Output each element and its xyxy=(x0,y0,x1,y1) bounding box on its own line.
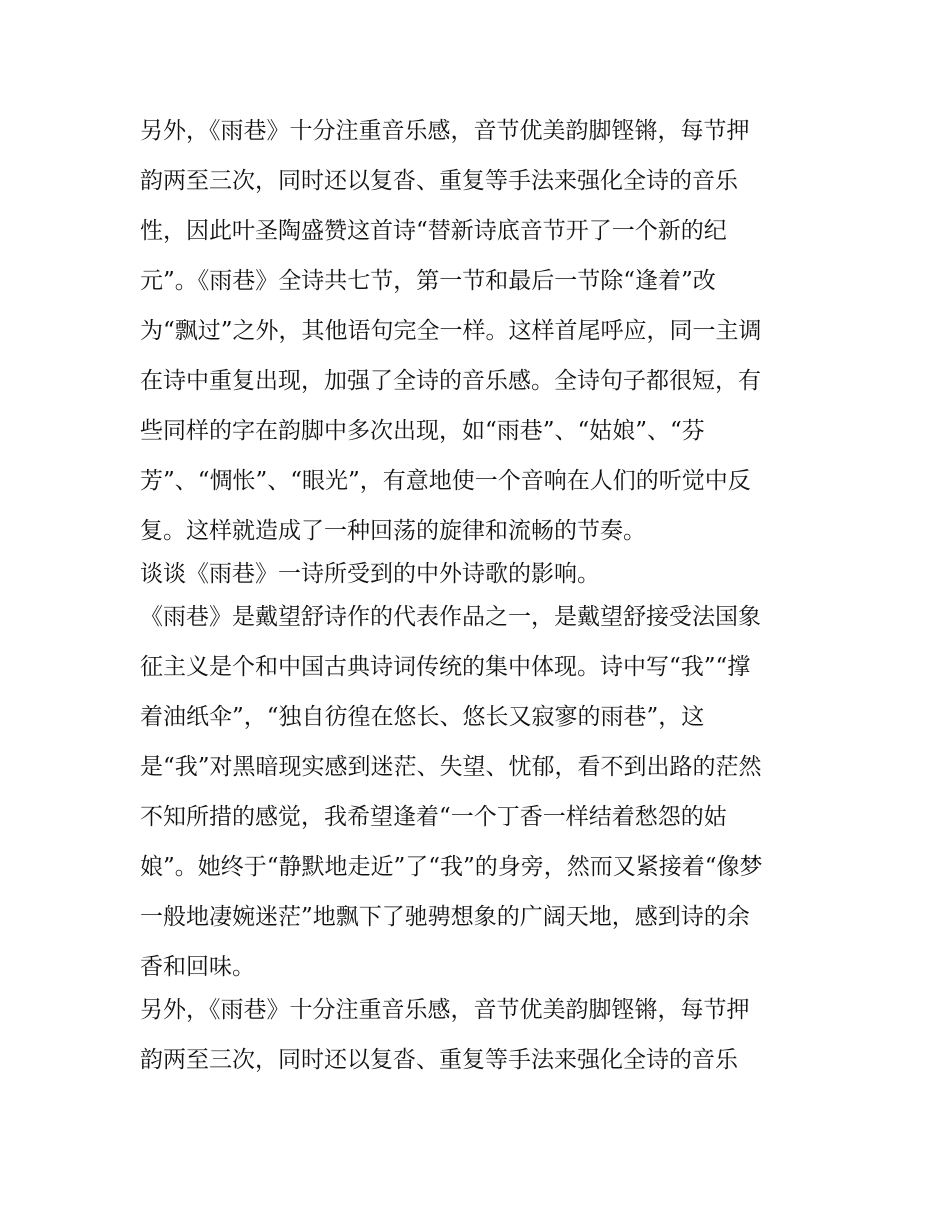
text-line: 性，因此叶圣陶盛赞这首诗“替新诗底音节开了一个新的纪 xyxy=(140,218,727,244)
text-line: 在诗中重复出现，加强了全诗的音乐感。全诗句子都很短，有 xyxy=(140,368,761,394)
text-line: 复。这样就造成了一种回荡的旋律和流畅的节奏。 xyxy=(140,518,646,544)
text-line: 征主义是个和中国古典诗词传统的集中体现。诗中写“我”“撑 xyxy=(140,654,751,680)
text-line: 着油纸伞”，“独自彷徨在悠长、悠长又寂寥的雨巷”，这 xyxy=(140,704,705,730)
text-line: 另外，《雨巷》十分注重音乐感，音节优美韵脚铿锵，每节押 xyxy=(140,997,750,1023)
text-line: 另外，《雨巷》十分注重音乐感，音节优美韵脚铿锵，每节押 xyxy=(140,118,750,144)
text-line: 是“我”对黑暗现实感到迷茫、失望、忧郁，看不到出路的茫然 xyxy=(140,754,762,780)
text-line: 香和回味。 xyxy=(140,954,255,980)
body-text xyxy=(140,106,820,1085)
text-line: 些同样的字在韵脚中多次出现，如“雨巷”、“姑娘”、“芬 xyxy=(140,418,705,444)
text-line: 一般地凄婉迷茫”地飘下了驰骋想象的广阔天地，感到诗的余 xyxy=(140,904,750,930)
text-line: 娘”。她终于“静默地走近”了“我”的身旁，然而又紧接着“像梦 xyxy=(140,854,763,880)
text-line: 芳”、“惆怅”、“眼光”，有意地使一个音响在人们的听觉中反 xyxy=(140,468,751,494)
text-line: 谈谈《雨巷》一诗所受到的中外诗歌的影响。 xyxy=(140,561,600,587)
text-line: 元”。《雨巷》全诗共七节，第一节和最后一节除“逢着”改 xyxy=(140,268,716,294)
text-line: 韵两至三次，同时还以复沓、重复等手法来强化全诗的音乐 xyxy=(140,1047,738,1073)
text-line: 不知所措的感觉，我希望逢着“一个丁香一样结着愁怨的姑 xyxy=(140,804,727,830)
text-line: 《雨巷》是戴望舒诗作的代表作品之一，是戴望舒接受法国象 xyxy=(140,604,761,630)
text-line: 韵两至三次，同时还以复沓、重复等手法来强化全诗的音乐 xyxy=(140,168,738,194)
text-line: 为“飘过”之外，其他语句完全一样。这样首尾呼应，同一主调 xyxy=(140,318,762,344)
